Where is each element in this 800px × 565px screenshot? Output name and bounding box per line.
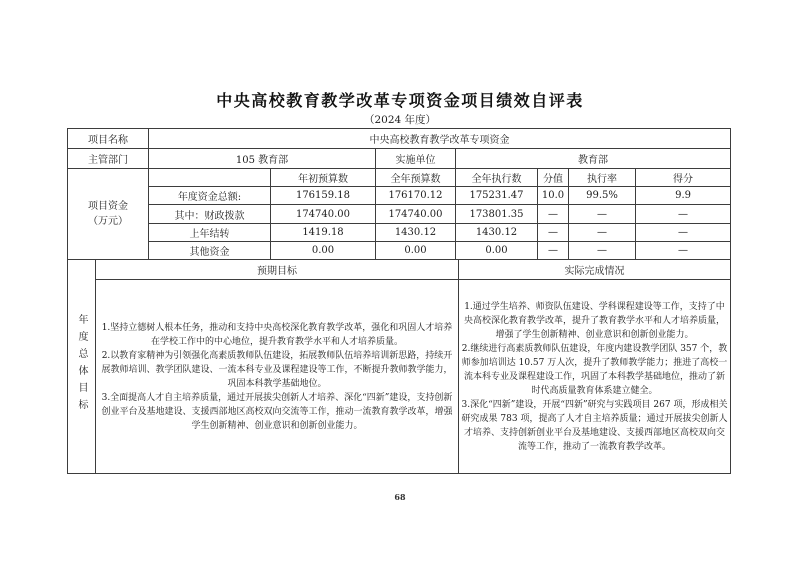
funds-section-label xyxy=(68,169,149,260)
funds-header-row xyxy=(68,169,731,187)
goals-table xyxy=(67,259,731,474)
impl-unit-value: 教育部 xyxy=(456,149,731,169)
col-header-points: 分值 xyxy=(538,169,569,187)
expected-goal-paragraph-2: 2.以教育家精神为引领强化高素质教师队伍建设，拓展教师队伍培养培训新思路，持续开展教师培训、教学团队建设、一流本科专业及课程建设等工作，不断提升教师教学能力，巩固本科教学基础地位。 xyxy=(101,350,453,389)
cell-executed: 1430.12 xyxy=(456,224,538,242)
actual-completion-header: 实际完成情况 xyxy=(459,260,731,280)
page-number: 68 xyxy=(394,492,406,502)
actual-completion-text xyxy=(459,280,731,474)
row-label: 其中：财政拨款 xyxy=(149,205,271,224)
annual-goal-section-cell xyxy=(68,260,96,474)
actual-completion-paragraph-3: 3.深化“四新”建设，开展“四新”研究与实践项目 267 项，形成相关研究成果 783 项，提高了人才自主培养质量；通过开展拔尖创新人才培养、支持创新创业平台及基地建设、支援西部地区高校双向交流等工作，推动了一流教育教学改革。 xyxy=(461,399,728,452)
cell-initial: 0.00 xyxy=(271,242,376,260)
funds-section-label-line1: 项目资金 xyxy=(88,201,128,212)
project-name-value: 中央高校教育教学改革专项资金 xyxy=(149,129,731,149)
cell-rate: — xyxy=(569,242,636,260)
table-row xyxy=(68,149,731,169)
cell-score: 9.9 xyxy=(636,187,731,205)
cell-points: — xyxy=(538,205,569,224)
funds-row-fiscal xyxy=(68,205,731,224)
funds-row-carryover xyxy=(68,224,731,242)
goals-body-row xyxy=(68,280,731,474)
cell-points: 10.0 xyxy=(538,187,569,205)
dept-value: 105 教育部 xyxy=(149,149,376,169)
funds-section-label-line2: （万元） xyxy=(88,216,128,227)
col-header-annual-budget: 全年预算数 xyxy=(376,169,456,187)
expected-goal-text xyxy=(96,280,459,474)
dept-label: 主管部门 xyxy=(68,149,149,169)
table-row xyxy=(68,129,731,149)
page-title: 中央高校教育教学改革专项资金项目绩效自评表 xyxy=(216,91,584,110)
row-label: 年度资金总额: xyxy=(149,187,271,205)
expected-goal-header: 预期目标 xyxy=(96,260,459,280)
col-header-rate: 执行率 xyxy=(569,169,636,187)
page-subtitle: （2024 年度） xyxy=(363,114,437,126)
cell-executed: 175231.47 xyxy=(456,187,538,205)
col-header-executed: 全年执行数 xyxy=(456,169,538,187)
goals-header-row xyxy=(68,260,731,280)
funds-row-other xyxy=(68,242,731,260)
cell-annual: 174740.00 xyxy=(376,205,456,224)
funds-empty-cell xyxy=(149,169,271,187)
cell-score: — xyxy=(636,205,731,224)
col-header-score: 得分 xyxy=(636,169,731,187)
cell-score: — xyxy=(636,242,731,260)
cell-executed: 0.00 xyxy=(456,242,538,260)
funds-row-total xyxy=(68,187,731,205)
cell-initial: 176159.18 xyxy=(271,187,376,205)
cell-annual: 0.00 xyxy=(376,242,456,260)
project-info-table xyxy=(67,128,731,260)
actual-completion-paragraph-2: 2.继续进行高素质教师队伍建设，年度内建设教学团队 357 个，教师参加培训达 10.57 万人次，提升了教师教学能力；推进了高校一流本科专业及课程建设工作，巩固了本科教学基础地位，推动了新时代高质量教育体系建立健全。 xyxy=(461,343,728,396)
cell-rate: — xyxy=(569,224,636,242)
project-name-label: 项目名称 xyxy=(68,129,149,149)
cell-executed: 173801.35 xyxy=(456,205,538,224)
col-header-initial-budget: 年初预算数 xyxy=(271,169,376,187)
annual-goal-section-label: 年度总体目标 xyxy=(76,314,87,416)
cell-annual: 176170.12 xyxy=(376,187,456,205)
cell-initial: 1419.18 xyxy=(271,224,376,242)
cell-score: — xyxy=(636,224,731,242)
cell-points: — xyxy=(538,242,569,260)
actual-completion-paragraph-1: 1.通过学生培养、师资队伍建设、学科课程建设等工作，支持了中央高校深化教育教学改革，提升了教育教学水平和人才培养质量，增强了学生创新精神、创业意识和创新创业能力。 xyxy=(463,301,725,340)
expected-goal-paragraph-3: 3.全面提高人才自主培养质量，通过开展拔尖创新人才培养、深化“四新”建设，支持创新创业平台及基地建设、支援西部地区高校双向交流等工作，推动一流教育教学改革，增强学生创新精神、创业意识和创新创业能力。 xyxy=(101,392,453,431)
row-label: 其他资金 xyxy=(149,242,271,260)
impl-unit-label: 实施单位 xyxy=(376,149,456,169)
cell-rate: 99.5% xyxy=(569,187,636,205)
cell-annual: 1430.12 xyxy=(376,224,456,242)
cell-initial: 174740.00 xyxy=(271,205,376,224)
cell-rate: — xyxy=(569,205,636,224)
expected-goal-paragraph-1: 1.坚持立德树人根本任务，推动和支持中央高校深化教育教学改革，强化和巩固人才培养在学校工作中的中心地位，提升教育教学水平和人才培养质量。 xyxy=(101,322,453,347)
cell-points: — xyxy=(538,224,569,242)
row-label: 上年结转 xyxy=(149,224,271,242)
